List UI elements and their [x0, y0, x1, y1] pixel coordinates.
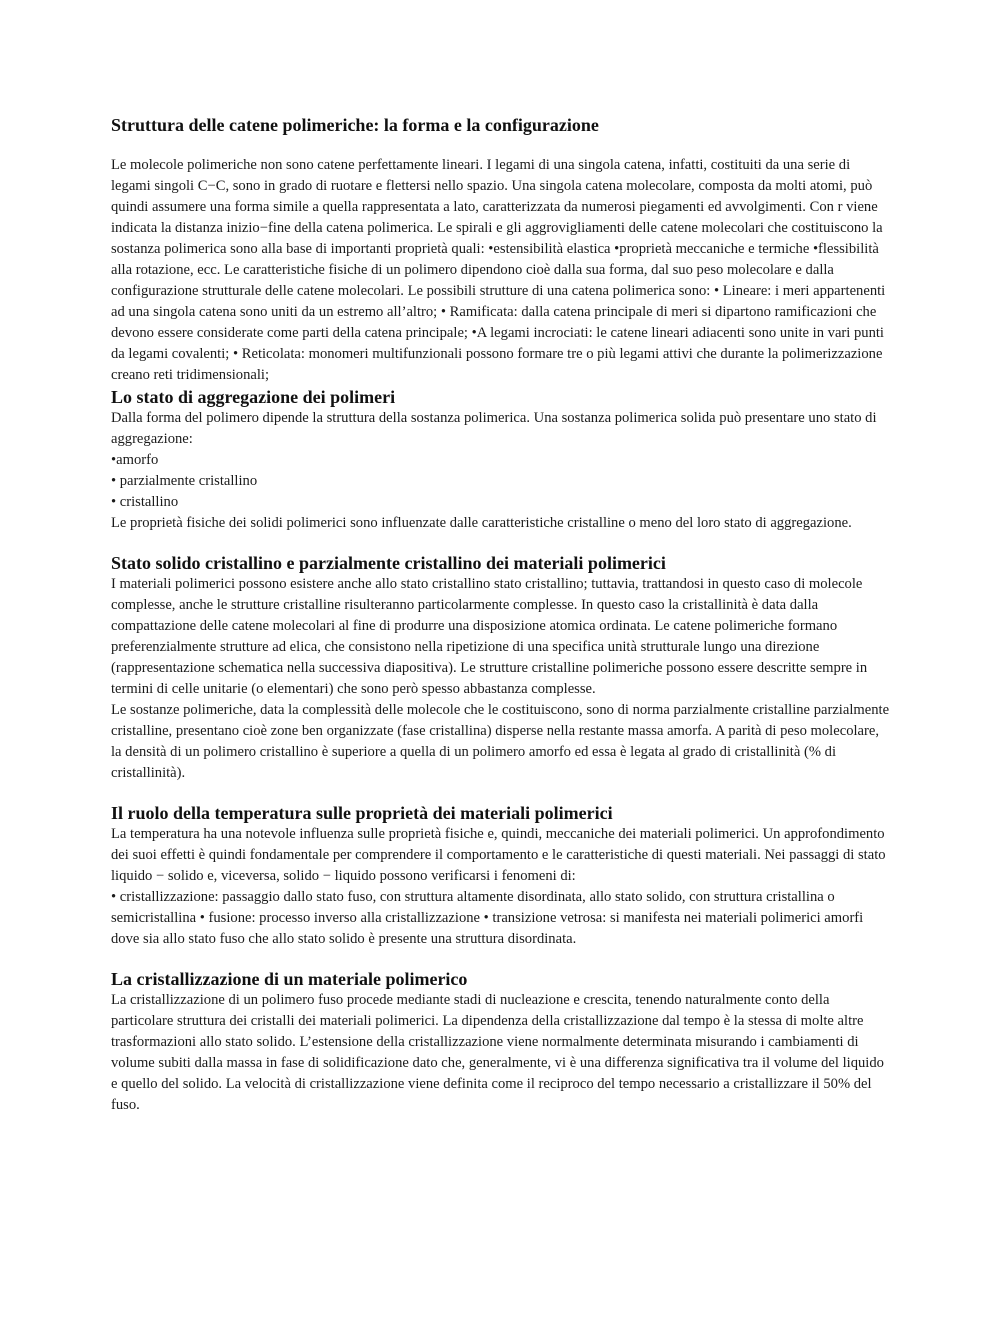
section-title: Stato solido cristallino e parzialmente cristallino dei materiali polimerici	[111, 553, 666, 573]
paragraph: I materiali polimerici possono esistere anche allo stato cristallino stato cristallino; tuttavia, trattandosi in questo caso di molecole complesse, anche le strutture cristalline risulteranno particolarmente complesse. In questo caso la cristallinità è data dalla compattazione delle catene molecolari al fine di produrre una disposizione atomica ordinata. Le catene polimeriche formano preferenzialmente strutture ad elica, che consistono nella ripetizione di una specifica unità strutturale lungo una direzione (rappresentazione schematica nella successiva diapositiva). Le strutture cristalline polimeriche possono essere descritte sempre in termini di celle unitarie (o elementari) che sono però spesso abbastanza complesse.	[111, 576, 868, 697]
section-title: Struttura delle catene polimeriche: la forma e la configurazione	[111, 115, 599, 135]
section-crystalline-state	[111, 552, 893, 784]
list-item: •amorfo	[111, 452, 159, 468]
paragraph: La cristallizzazione di un polimero fuso procede mediante stadi di nucleazione e crescita, tenendo naturalmente conto della particolare struttura dei cristalli dei materiali polimerici. La dipendenza della cristallizzazione dal tempo è la stessa di molte altre trasformazioni allo stato solido. L’estensione della cristallizzazione viene normalmente determinata misurando i cambiamenti di volume subiti dalla massa in fase di solidificazione dato che, generalmente, vi è una differenza significativa tra il volume del liquido e quello del solido. La velocità di cristallizzazione viene definita come il reciproco del tempo necessario a cristallizzare il 50% del fuso.	[111, 992, 884, 1113]
paragraph: • cristallizzazione: passaggio dallo stato fuso, con struttura altamente disordinata, allo stato solido, con struttura cristallina o semicristallina • fusione: processo inverso alla cristallizzazione • transizione vetrosa: si manifesta nei materiali polimerici amorfi dove sia allo stato fuso che allo stato solido è presente una struttura disordinata.	[111, 889, 864, 947]
section-title: Lo stato di aggregazione dei polimeri	[111, 387, 396, 407]
paragraph: La temperatura ha una notevole influenza sulle proprietà fisiche e, quindi, meccaniche dei materiali polimerici. Un approfondimento dei suoi effetti è quindi fondamentale per comprendere il comportamento e le caratteristiche di questi materiali. Nei passaggi di stato liquido − solido e, viceversa, solido − liquido possono verificarsi i fenomeni di:	[111, 826, 886, 884]
section-crystallization	[111, 968, 893, 1116]
section-title: Il ruolo della temperatura sulle proprietà dei materiali polimerici	[111, 803, 613, 823]
section-temperature-role	[111, 802, 893, 950]
paragraph: Le molecole polimeriche non sono catene perfettamente lineari. I legami di una singola catena, infatti, costituiti da una serie di legami singoli C−C, sono in grado di ruotare e flettersi nello spazio. Una singola catena molecolare, composta da molti atomi, può quindi assumere una forma simile a quella rappresentata a lato, caratterizzata da numerosi piegamenti ed avvolgimenti. Con r viene indicata la distanza inizio−fine della catena polimerica. Le spirali e gli aggrovigliamenti delle catene molecolari che costituiscono la sostanza polimerica sono alla base di importanti proprietà quali: •estensibilità elastica •proprietà meccaniche e termiche •flessibilità alla rotazione, ecc. Le caratteristiche fisiche di un polimero dipendono cioè dalla sua forma, dal suo peso molecolare e dalla configurazione strutturale delle catene molecolari. Le possibili strutture di una catena polimerica sono: • Lineare: i meri appartenenti ad una singola catena sono uniti da un estremo all’altro; • Ramificata: dalla catena principale di meri si dipartono ramificazioni che devono essere considerate come parti della catena principale; •A legami incrociati: le catene lineari adiacenti sono unite in vari punti da legami covalenti; • Reticolata: monomeri multifunzionali possono formare tre o più legami attivi che durante la polimerizzazione creano reti tridimensionali;	[111, 157, 886, 383]
list-item: • cristallino	[111, 494, 179, 510]
aggregation-list	[111, 450, 893, 513]
section-title: La cristallizzazione di un materiale polimerico	[111, 969, 468, 989]
paragraph: Le proprietà fisiche dei solidi polimerici sono influenzate dalle caratteristiche cristalline o meno del loro stato di aggregazione.	[111, 515, 852, 531]
paragraph: Le sostanze polimeriche, data la complessità delle molecole che le costituiscono, sono di norma parzialmente cristalline parzialmente cristalline, presentano cioè zone ben organizzate (fase cristallina) disperse nella restante massa amorfa. A parità di peso molecolare, la densità di un polimero cristallino è superiore a quella di un polimero amorfo ed essa è legata al grado di cristallinità (% di cristallinità).	[111, 702, 890, 781]
list-item: • parzialmente cristallino	[111, 473, 258, 489]
document-page	[111, 113, 893, 1116]
section-chain-structure	[111, 113, 893, 386]
section-aggregation-state	[111, 386, 893, 534]
paragraph: Dalla forma del polimero dipende la struttura della sostanza polimerica. Una sostanza polimerica solida può presentare uno stato di aggregazione:	[111, 410, 877, 447]
